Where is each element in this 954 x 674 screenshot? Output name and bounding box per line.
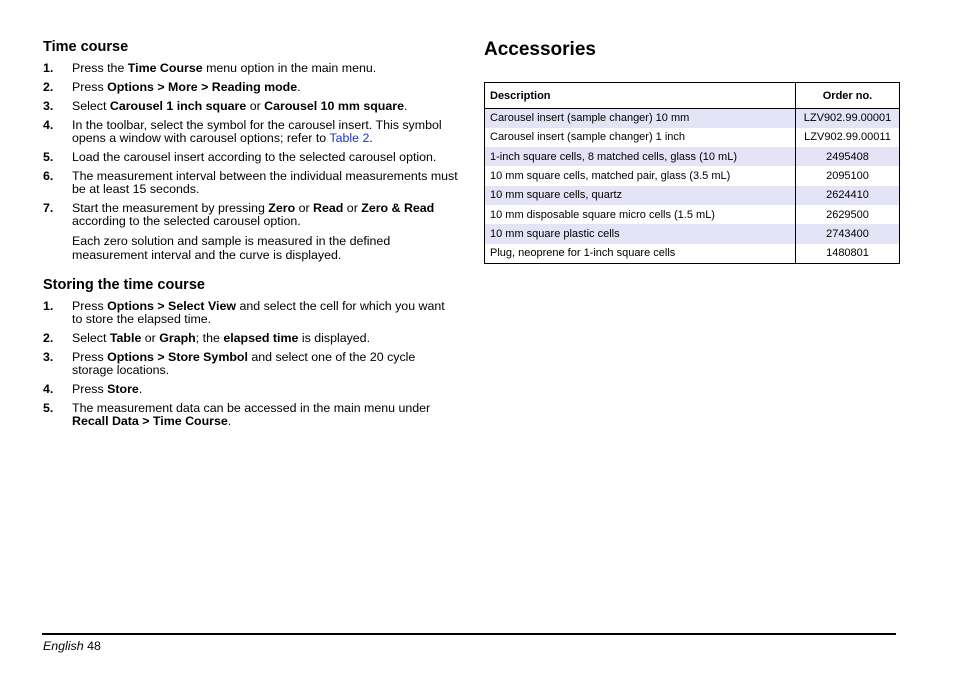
step-text: according to the selected carousel option.: [72, 214, 301, 228]
storing-step: [43, 332, 458, 345]
step-text: .: [227, 414, 232, 428]
bold-term: Options > Select View: [107, 299, 237, 313]
left-column: [43, 38, 458, 434]
time-course-step: [43, 81, 458, 94]
footer-page-number: 48: [87, 639, 101, 653]
order-number-cell: 2629500: [796, 205, 900, 224]
time-course-step: [43, 100, 458, 113]
order-number-cell: 2095100: [796, 166, 900, 185]
bold-term: Options > More > Reading mode: [107, 80, 298, 94]
storing-steps: [43, 300, 458, 428]
step-number: 1.: [43, 61, 54, 75]
step-number: 3.: [43, 99, 54, 113]
step-number: 4.: [43, 382, 54, 396]
order-number-cell: 2495408: [796, 147, 900, 166]
storing-heading: Storing the time course: [43, 277, 205, 293]
table-header-row: [485, 83, 900, 109]
step-number: 5.: [43, 150, 54, 164]
step-text: or: [295, 201, 314, 215]
time-course-step: [43, 202, 458, 228]
step-text: Select: [72, 331, 110, 345]
footer-rule: [42, 633, 896, 635]
table-reference-link[interactable]: Table 2: [329, 131, 370, 145]
step-text: The measurement interval between the individual measurements must be at least 15 seconds.: [72, 169, 458, 196]
step-text: Press: [72, 382, 108, 396]
bold-term: Carousel 1 inch square: [109, 99, 247, 113]
column-header-description: Description: [485, 83, 796, 109]
bold-term: Zero: [268, 201, 296, 215]
step-text: Start the measurement by pressing: [72, 201, 269, 215]
table-row: [485, 186, 900, 205]
description-cell: Carousel insert (sample changer) 10 mm: [485, 109, 796, 128]
description-cell: Plug, neoprene for 1-inch square cells: [485, 244, 796, 264]
storing-step: [43, 383, 458, 396]
step-number: 4.: [43, 118, 54, 132]
step-text: is displayed.: [298, 331, 371, 345]
bold-term: Read: [313, 201, 344, 215]
step-text: .: [297, 80, 301, 94]
step-text: The measurement data can be accessed in the main menu under: [72, 401, 431, 415]
step-text: Press: [72, 80, 108, 94]
time-course-step: [43, 151, 458, 164]
table-row: [485, 224, 900, 243]
footer-language: English: [43, 639, 84, 653]
bold-term: Carousel 10 mm square: [264, 99, 404, 113]
table-row: [485, 166, 900, 185]
step-number: 1.: [43, 299, 54, 313]
step-text: and select the cell for which you want to store the elapsed time.: [72, 299, 445, 326]
step-text: In the toolbar, select the symbol for the carousel insert. This symbol opens a window with carousel options; refer to: [72, 118, 442, 145]
table-row: [485, 244, 900, 264]
accessories-heading: Accessories: [484, 39, 596, 60]
storing-step: [43, 300, 458, 326]
bold-term: Store: [107, 382, 139, 396]
step-number: 3.: [43, 350, 54, 364]
table-row: [485, 109, 900, 128]
storing-step: [43, 351, 458, 377]
bold-term: elapsed time: [223, 331, 299, 345]
bold-term: Graph: [159, 331, 196, 345]
step-text: .: [138, 382, 143, 396]
step-number: 2.: [43, 331, 54, 345]
step-text: or: [246, 99, 265, 113]
step-text: or: [343, 201, 362, 215]
table-row: [485, 147, 900, 166]
storing-step: [43, 402, 458, 428]
page-footer: [43, 639, 101, 653]
step-text: menu option in the main menu.: [202, 61, 377, 75]
bold-term: Recall Data > Time Course: [72, 414, 228, 428]
step-text: ; the: [195, 331, 224, 345]
bold-term: Table: [109, 331, 142, 345]
accessories-table: [484, 82, 900, 264]
step-text: and select one of the 20 cycle storage locations.: [72, 350, 416, 377]
description-cell: 10 mm disposable square micro cells (1.5 mL): [485, 205, 796, 224]
description-cell: Carousel insert (sample changer) 1 inch: [485, 128, 796, 147]
order-number-cell: LZV902.99.00011: [796, 128, 900, 147]
time-course-step: [43, 62, 458, 75]
bold-term: Time Course: [127, 61, 203, 75]
time-course-heading: Time course: [43, 39, 129, 55]
time-course-step: [43, 119, 458, 145]
step-text: .: [369, 131, 373, 145]
step-text: Press the: [72, 61, 128, 75]
step-text: or: [141, 331, 160, 345]
table-row: [485, 205, 900, 224]
time-course-step: [43, 170, 458, 196]
description-cell: 10 mm square cells, quartz: [485, 186, 796, 205]
column-header-order-no: Order no.: [796, 83, 900, 109]
bold-term: Options > Store Symbol: [107, 350, 248, 364]
description-cell: 1-inch square cells, 8 matched cells, glass (10 mL): [485, 147, 796, 166]
step-text: Load the carousel insert according to the selected carousel option.: [72, 150, 437, 164]
right-column: [484, 38, 900, 260]
step-text: Press: [72, 350, 108, 364]
step-number: 2.: [43, 80, 54, 94]
order-number-cell: 1480801: [796, 244, 900, 264]
order-number-cell: LZV902.99.00001: [796, 109, 900, 128]
description-cell: 10 mm square cells, matched pair, glass (3.5 mL): [485, 166, 796, 185]
table-row: [485, 128, 900, 147]
order-number-cell: 2624410: [796, 186, 900, 205]
step-number: 6.: [43, 169, 54, 183]
step-text: .: [403, 99, 408, 113]
time-course-note: Each zero solution and sample is measured in the defined measurement interval and the curve is displayed.: [72, 234, 391, 262]
time-course-steps: [43, 62, 458, 228]
step-number: 7.: [43, 201, 54, 215]
step-number: 5.: [43, 401, 54, 415]
order-number-cell: 2743400: [796, 224, 900, 243]
description-cell: 10 mm square plastic cells: [485, 224, 796, 243]
step-text: Select: [72, 99, 110, 113]
step-text: Press: [72, 299, 108, 313]
bold-term: Zero & Read: [361, 201, 435, 215]
